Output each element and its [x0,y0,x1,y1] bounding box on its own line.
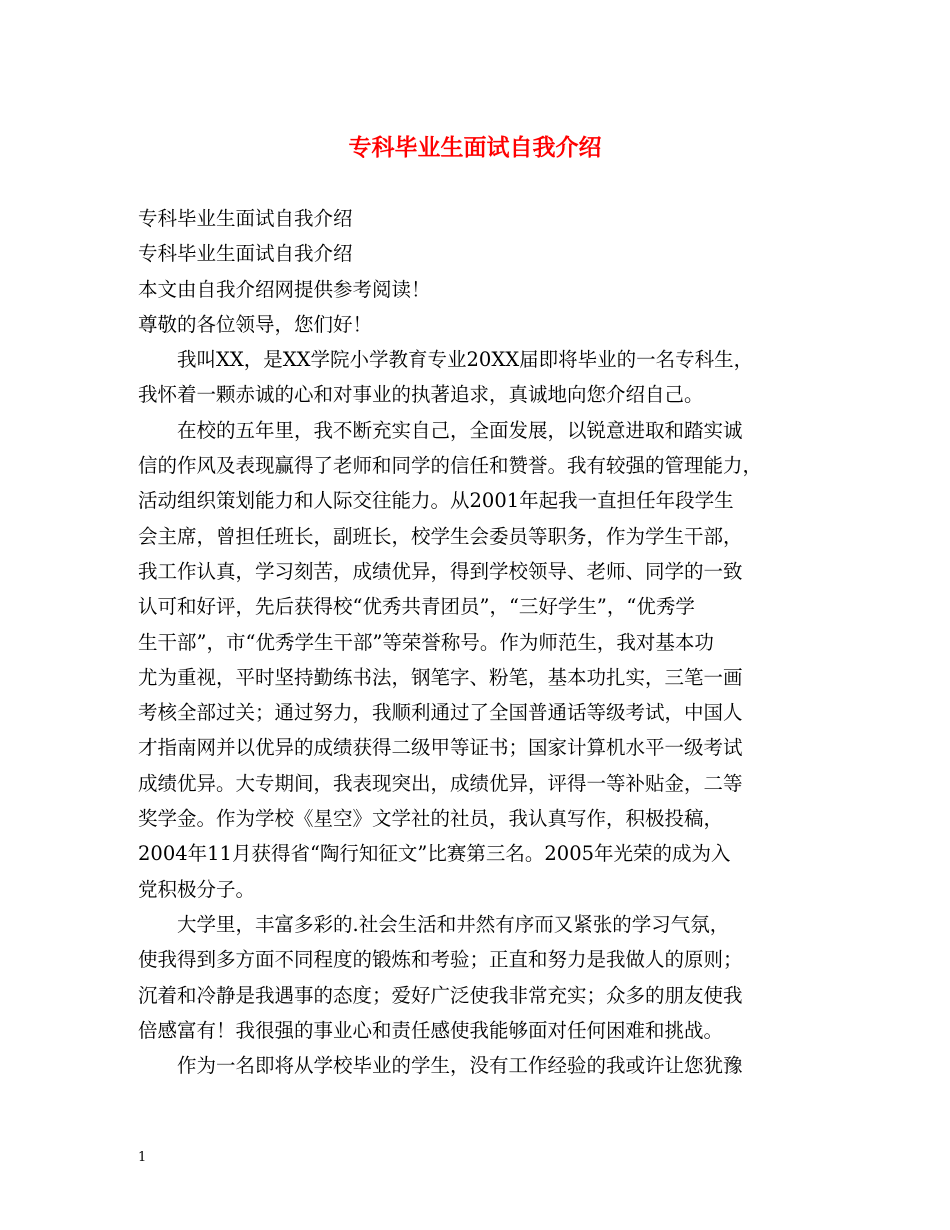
text-line: 使我得到多方面不同程度的锻炼和考验；正直和努力是我做人的原则； [138,948,743,972]
text-line: 作为一名即将从学校毕业的学生，没有工作经验的我或许让您犹豫 [177,1054,743,1078]
text-line: 活动组织策划能力和人际交往能力。从2001年起我一直担任年段学生 [138,489,734,513]
text-line: 才指南网并以优异的成绩获得二级甲等证书；国家计算机水平一级考试 [138,736,743,760]
text-line: 大学里，丰富多彩的.社会生活和井然有序而又紧张的学习气氛， [177,912,730,936]
text-line: 考核全部过关；通过努力，我顺利通过了全国普通话等级考试，中国人 [138,701,743,725]
text-line: 2004年11月获得省“陶行知征文”比赛第三名。2005年光荣的成为入 [138,842,731,866]
text-line: 生干部”，市“优秀学生干部”等荣誉称号。作为师范生，我对基本功 [138,630,714,654]
text-line: 沉着和冷静是我遇事的态度；爱好广泛使我非常充实；众多的朋友使我 [138,983,743,1007]
document-title: 专科毕业生面试自我介绍 [348,134,602,161]
text-line: 专科毕业生面试自我介绍 [138,242,353,266]
text-line: 专科毕业生面试自我介绍 [138,207,353,230]
text-line: 奖学金。作为学校《星空》文学社的社员，我认真写作，积极投稿， [138,807,724,831]
text-line: 我怀着一颗赤诚的心和对事业的执著追求，真诚地向您介绍自己。 [138,383,704,407]
text-line: 成绩优异。大专期间，我表现突出，成绩优异，评得一等补贴金，二等 [138,771,743,795]
text-line: 尊敬的各位领导，您们好！ [138,312,373,336]
text-line: 会主席，曾担任班长，副班长，校学生会委员等职务，作为学生干部， [138,524,743,548]
text-line: 倍感富有！我很强的事业心和责任感使我能够面对任何困难和挑战。 [138,1018,724,1042]
text-line: 信的作风及表现赢得了老师和同学的信任和赞誉。我有较强的管理能力， [138,454,763,478]
text-line: 我工作认真，学习刻苦，成绩优异，得到学校领导、老师、同学的一致 [138,559,743,583]
document-body [138,201,818,1083]
text-line: 本文由自我介绍网提供参考阅读！ [138,277,431,301]
text-line: 我叫XX，是XX学院小学教育专业20XX届即将毕业的一名专科生， [177,348,754,372]
text-line: 尤为重视，平时坚持勤练书法，钢笔字、粉笔，基本功扎实，三笔一画 [138,665,743,689]
text-line: 党积极分子。 [138,877,256,901]
page-number: 1 [138,1150,147,1165]
text-line: 认可和好评，先后获得校“优秀共青团员”，“三好学生”，“优秀学 [138,595,695,619]
text-line: 在校的五年里，我不断充实自己，全面发展，以锐意进取和踏实诚 [177,418,743,442]
